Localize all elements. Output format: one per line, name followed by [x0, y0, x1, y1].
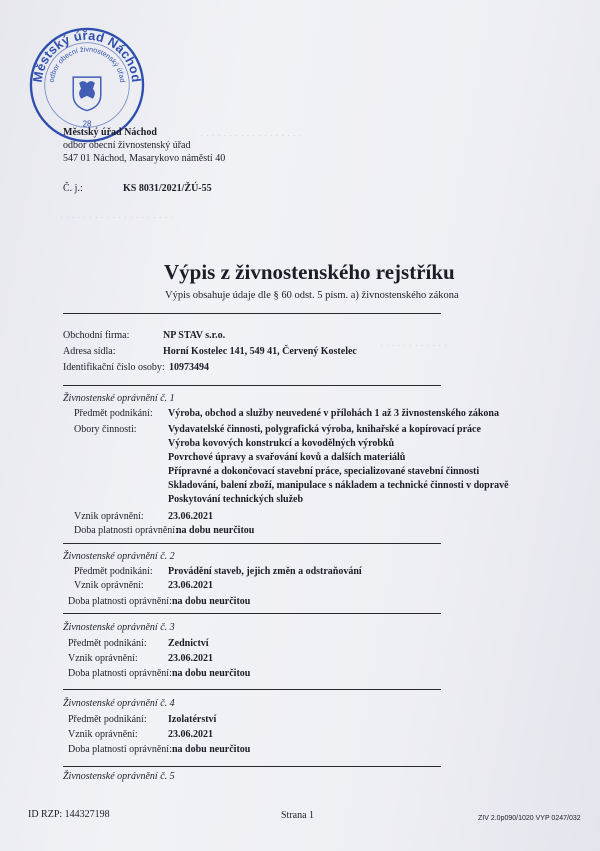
permit-field: Povrchové úpravy a svařování kovů a dalších materiálů: [168, 452, 406, 463]
permit-subject-label: Předmět podnikání:: [74, 566, 153, 577]
permit-validity-label: Doba platnosti oprávnění:: [68, 744, 172, 755]
footer-id-rzp: ID RZP: 144327198: [28, 809, 110, 820]
permit-validity: na dobu neurčitou: [172, 744, 251, 755]
coat-of-arms-emblem: [73, 77, 101, 110]
office-department: odbor obecní živnostenský úřad: [63, 140, 191, 151]
company-id-label: Identifikační číslo osoby:: [63, 362, 165, 373]
permit-validity: na dobu neurčitou: [172, 668, 251, 679]
permit-subject: Výroba, obchod a služby neuvedené v přílohách 1 až 3 živnostenského zákona: [168, 408, 499, 419]
permit-field: Skladování, balení zboží, manipulace s nákladem a technické činnosti v dopravě: [168, 480, 509, 491]
permit-heading: Živnostenské oprávnění č. 1: [63, 393, 175, 404]
divider: [63, 385, 441, 386]
office-name: Městský úřad Náchod: [63, 127, 157, 138]
svg-text:Městský úřad Náchod: [30, 28, 145, 84]
office-address: 547 01 Náchod, Masarykovo náměstí 40: [63, 153, 226, 164]
bleed-through-text: · · · · · · · · · · · · · · · · · ·: [200, 130, 302, 141]
permit-validity-label: Doba platnosti oprávnění:: [68, 668, 172, 679]
company-name: NP STAV s.r.o.: [163, 330, 226, 341]
divider: [63, 766, 441, 767]
permit-fields-label: Obory činnosti:: [74, 424, 137, 435]
footer-page-number: Strana 1: [281, 810, 315, 821]
permit-validity-label: Doba platnosti oprávnění:: [74, 525, 178, 536]
bleed-through-text: · · · · · · · · · · · · · · · · · · · ·: [60, 212, 174, 223]
permit-start-date: 23.06.2021: [168, 580, 213, 591]
document-title: Výpis z živnostenského rejstříku: [164, 260, 455, 284]
company-address: Horní Kostelec 141, 549 41, Červený Kostelec: [163, 346, 357, 357]
stamp-text-top: Městský úřad Náchod: [29, 27, 145, 84]
bleed-through-text: · · · · · · · · · · · ·: [380, 340, 447, 351]
permit-heading: Živnostenské oprávnění č. 3: [63, 622, 175, 633]
permit-validity: na dobu neurčitou: [176, 525, 255, 536]
permit-validity-label: Doba platnosti oprávnění:: [68, 596, 172, 607]
company-name-label: Obchodní firma:: [63, 330, 130, 341]
permit-field: Výroba kovových konstrukcí a kovodělných výrobků: [168, 438, 395, 449]
permit-start-label: Vznik oprávnění:: [74, 580, 144, 591]
stamp-number: 28: [82, 119, 92, 129]
permit-start-label: Vznik oprávnění:: [74, 511, 144, 522]
divider: [63, 689, 441, 690]
footer-form-code: ZIV 2.0p090/1020 VYP 0247/032: [478, 815, 581, 822]
permit-start-date: 23.06.2021: [168, 729, 213, 740]
reference-label: Č. j.:: [63, 183, 83, 194]
company-address-label: Adresa sídla:: [63, 346, 116, 357]
permit-heading: Živnostenské oprávnění č. 4: [63, 698, 175, 709]
permit-field: Poskytování technických služeb: [168, 494, 304, 505]
permit-heading: Živnostenské oprávnění č. 2: [63, 551, 175, 562]
permit-subject: Zednictví: [168, 638, 209, 649]
permit-subject-label: Předmět podnikání:: [68, 714, 147, 725]
permit-subject-label: Předmět podnikání:: [68, 638, 147, 649]
permit-field: Přípravné a dokončovací stavební práce, specializované stavební činnosti: [168, 466, 480, 477]
company-id: 10973494: [169, 362, 209, 373]
permit-subject-label: Předmět podnikání:: [74, 408, 153, 419]
permit-start-label: Vznik oprávnění:: [68, 729, 138, 740]
divider: [63, 313, 441, 314]
permit-subject: Provádění staveb, jejich změn a odstraňování: [168, 566, 362, 577]
permit-start-date: 23.06.2021: [168, 653, 213, 664]
permit-subject: Izolatérství: [168, 714, 217, 725]
permit-validity: na dobu neurčitou: [172, 596, 251, 607]
divider: [63, 543, 441, 544]
permit-field: Vydavatelské činnosti, polygrafická výroba, knihařské a kopírovací práce: [168, 424, 481, 435]
stamp-text-inner: odbor obecní živnostenský úřad: [47, 45, 127, 83]
divider: [63, 613, 441, 614]
permit-start-label: Vznik oprávnění:: [68, 653, 138, 664]
reference-number: KS 8031/2021/ŽÚ-55: [123, 183, 212, 194]
permit-heading: Živnostenské oprávnění č. 5: [63, 771, 175, 782]
permit-start-date: 23.06.2021: [168, 511, 213, 522]
document-subtitle: Výpis obsahuje údaje dle § 60 odst. 5 písm. a) živnostenského zákona: [165, 290, 459, 301]
